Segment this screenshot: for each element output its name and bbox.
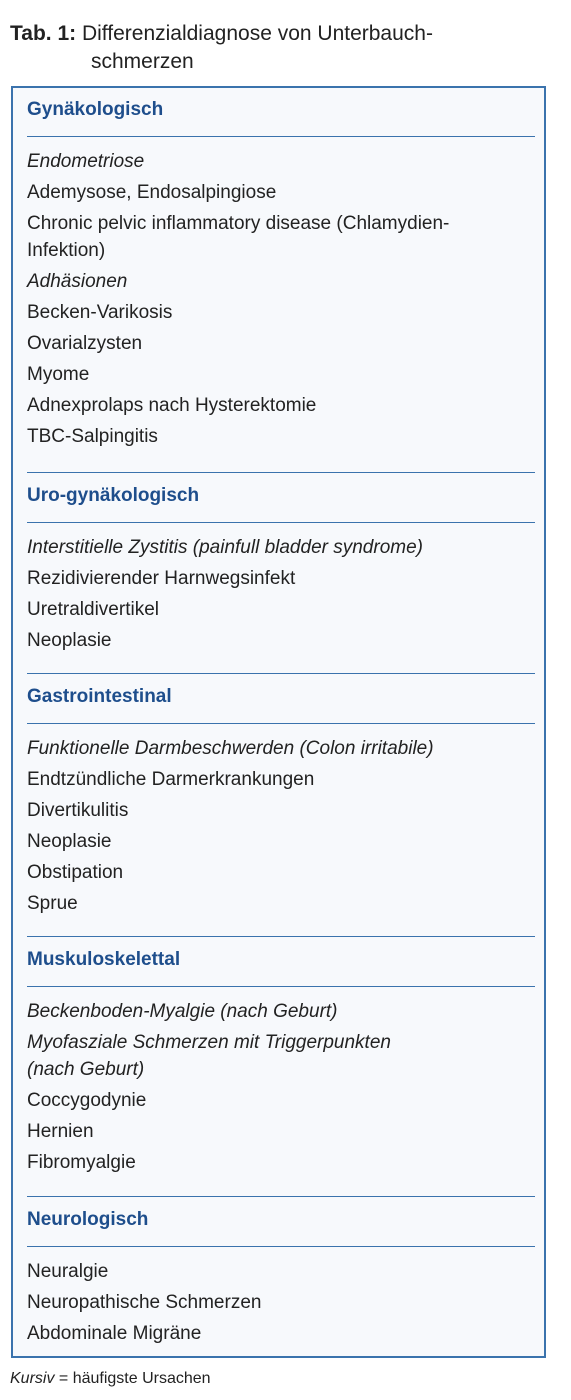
list-item: Neuralgie: [27, 1261, 109, 1282]
list-item: Obstipation: [27, 862, 124, 883]
section-heading: Gynäkologisch: [27, 99, 164, 120]
title-text-1: Differenzialdiagnose von Unterbauch-: [81, 22, 433, 45]
list-item: Neoplasie: [27, 630, 112, 651]
footnote: [10, 1368, 211, 1390]
list-item: Coccygodynie: [27, 1090, 147, 1111]
list-item: Abdominale Migräne: [27, 1323, 202, 1344]
list-item: Endtzündliche Darmerkrankungen: [27, 769, 315, 790]
list-item: Interstitielle Zystitis (painfull bladder syndrome): [27, 537, 423, 558]
table-number: Tab. 1:: [10, 22, 77, 45]
section-divider: [27, 1196, 535, 1197]
section-heading: Neurologisch: [27, 1209, 149, 1230]
list-item: Beckenboden-Myalgie (nach Geburt): [27, 1001, 338, 1022]
diagnosis-table: [11, 86, 546, 1358]
list-item: Funktionelle Darmbeschwerden (Colon irritabile): [27, 738, 434, 759]
section-divider: [27, 986, 535, 987]
list-item: Uretraldivertikel: [27, 599, 159, 620]
section-heading: Uro-gynäkologisch: [27, 485, 200, 506]
list-item-line: Infektion): [27, 240, 106, 261]
section-divider: [27, 723, 535, 724]
title-line-1: [10, 20, 560, 48]
table-title: [10, 20, 560, 76]
list-item: Neuropathische Schmerzen: [27, 1292, 262, 1313]
section-divider: [27, 136, 535, 137]
list-item: Ademysose, Endosalpingiose: [27, 182, 277, 203]
list-item: Fibromyalgie: [27, 1152, 136, 1173]
section-divider: [27, 936, 535, 937]
list-item-line: (nach Geburt): [27, 1059, 145, 1080]
footnote-text: = häufigste Ursachen: [54, 1370, 211, 1387]
section-divider: [27, 673, 535, 674]
list-item: Neoplasie: [27, 831, 112, 852]
list-item-line: Chronic pelvic inflammatory disease (Chlamydien-: [27, 213, 450, 234]
title-text-2: schmerzen: [91, 50, 194, 73]
list-item: Hernien: [27, 1121, 94, 1142]
footnote-italic: Kursiv: [10, 1370, 55, 1387]
section-divider: [27, 1246, 535, 1247]
list-item: Sprue: [27, 893, 78, 914]
list-item: [27, 210, 535, 264]
list-item: Rezidivierender Harnwegsinfekt: [27, 568, 296, 589]
section-heading: Muskuloskelettal: [27, 949, 181, 970]
list-item: Adhäsionen: [27, 271, 128, 292]
list-item: Ovarialzysten: [27, 333, 143, 354]
section-divider: [27, 472, 535, 473]
list-item: Endometriose: [27, 151, 145, 172]
list-item: Adnexprolaps nach Hysterektomie: [27, 395, 317, 416]
list-item: Myome: [27, 364, 90, 385]
section-divider: [27, 522, 535, 523]
list-item-line: Myofasziale Schmerzen mit Triggerpunkten: [27, 1032, 391, 1053]
list-item: [27, 1029, 535, 1083]
list-item: Becken-Varikosis: [27, 302, 173, 323]
list-item: Divertikulitis: [27, 800, 129, 821]
list-item: TBC-Salpingitis: [27, 426, 158, 447]
section-heading: Gastrointestinal: [27, 686, 172, 707]
